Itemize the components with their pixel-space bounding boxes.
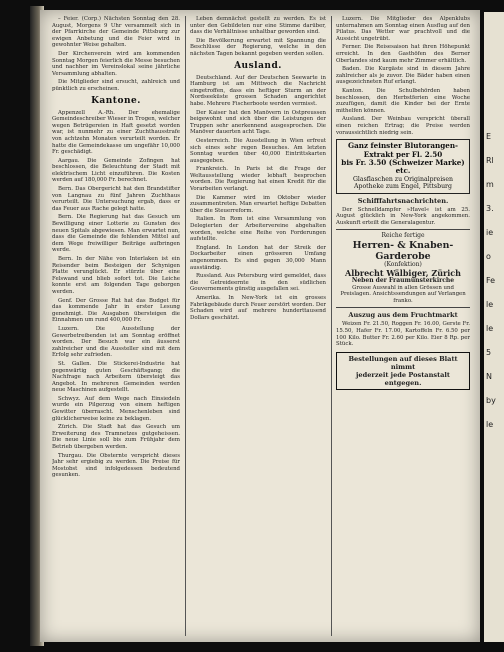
edge-text-fragment: o bbox=[486, 252, 491, 261]
section-heading-ausland: Ausland. bbox=[234, 60, 282, 71]
edge-text-fragment: E bbox=[486, 132, 492, 141]
paragraph: Ferner. Die Reisesaison hat ihren Höhepunkt erreicht. In den Gasthöfen des Berner Oberlandes sind kaum mehr Zimmer erhältlich. bbox=[336, 44, 470, 64]
paragraph: Oesterreich. Die Ausstellung in Wien erfreut sich eines sehr regen Besuches. Am letzten Sonntag wurden über 40,000 Eintrittskarten ausgegeben. bbox=[190, 137, 326, 164]
subscription-notice-box bbox=[336, 352, 470, 390]
notice-text: Apotheke zum Engel, Pittsburg bbox=[354, 183, 452, 191]
paragraph: Kanton. Die Schulbehörden haben beschlossen, den Herbstferien eine Woche zuzufügen, damit die Kinder bei der Ernte mithelfen können. bbox=[336, 87, 470, 114]
paragraph: Leben demnächst gestellt zu werden. Es ist unter den Gebildeten nur eine Stimme darüber, dass die Verhältnisse unhaltbar geworden sind. bbox=[190, 16, 326, 36]
adjacent-page-edge bbox=[484, 12, 504, 642]
notice-text: Glasflaschen zu Originalpreisen bbox=[352, 175, 454, 183]
edge-text-fragment: le bbox=[486, 420, 494, 429]
edge-text-fragment: Rl bbox=[486, 156, 494, 165]
column-rule bbox=[185, 16, 186, 636]
edge-text-fragment: 5 bbox=[486, 348, 492, 357]
ad-headline: Herren- & Knaben-Garderobe bbox=[352, 239, 454, 262]
ad-company-name: Albrecht Wälbiger, Zürich bbox=[345, 267, 461, 278]
trade-notice-title: Schifffahrtsnachrichten. bbox=[357, 196, 449, 205]
column-2 bbox=[190, 16, 326, 636]
paragraph: Der Kirchenverein wird am kommenden Sonntag Morgen feierlich die Messe besuchen und nachher im Vereinslokal seine jährliche Versammlung abhalten. bbox=[52, 50, 180, 77]
notice-headline: Ganz feinster Blutorangen-Extrakt per Fl. 2.50 bbox=[347, 141, 459, 159]
separator bbox=[336, 307, 470, 308]
paragraph: England. In London hat der Streik der Dockarbeiter einen grösseren Umfang angenommen. Es sind gegen 30,000 Mann ausständig. bbox=[190, 244, 326, 271]
ad-text: Grosse Auswahl in allen Grössen und Preislagen. Ansichtssendungen auf Verlangen franko. bbox=[340, 284, 466, 304]
edge-text-fragment: 3. bbox=[486, 204, 494, 213]
paragraph: St. Gallen. Die Stickerei-Industrie hat gegenwärtig guten Geschäftsgang; die Nachfrage nach Arbeitern übersteigt das Angebot. In mehreren Gemeinden werden neue Maschinen aufgestellt. bbox=[52, 360, 180, 394]
subscription-line: Bestellungen auf dieses Blatt nimmt bbox=[348, 354, 458, 371]
paragraph: Genf. Der Grosse Rat hat das Budget für das kommende Jahr in erster Lesung genehmigt. Die Ausgaben übersteigen die Einnahmen um rund 400,000 Fr. bbox=[52, 297, 180, 324]
paragraph: Schwyz. Auf dem Wege nach Einsiedeln wurde ein Pilgerzug von einem heftigen Gewitter überrascht. Menschenleben sind glücklicherweise keine zu beklagen. bbox=[52, 395, 180, 422]
section-heading-kantone: Kantone. bbox=[91, 95, 141, 106]
paragraph: Die Mitglieder sind ersucht, zahlreich und pünktlich zu erscheinen. bbox=[52, 79, 180, 92]
paragraph: Bern. Das Obergericht hat den Brandstifter von Langnau zu fünf Jahren Zuchthaus verurteilt. Die Untersuchung ergab, dass er das Feuer aus Rache gelegt hatte. bbox=[52, 186, 180, 212]
edge-text-fragment: le bbox=[486, 300, 494, 309]
notice-subline: bis Fr. 3.50 (Schweizer Marke) etc. bbox=[341, 157, 465, 176]
market-title: Auszug aus dem Fruchtmarkt bbox=[348, 311, 458, 320]
paragraph: Ausland. Der Weinbau verspricht überall einen reichen Ertrag; die Preise werden voraussichtlich niedrig sein. bbox=[336, 116, 470, 136]
paragraph: Aargau. Die Gemeinde Zofingen hat beschlossen, die Beleuchtung der Stadt mit elektrischem Licht einzuführen. Die Kosten werden auf 180,000 Fr. berechnet. bbox=[52, 157, 180, 184]
paragraph: Zürich. Die Stadt hat das Gesuch um Erweiterung des Tramnetzes gutgeheissen. Die neue Linie soll bis zum Frühjahr dem Betrieb übergeben werden. bbox=[52, 424, 180, 451]
paragraph: Luzern. Die Mitglieder des Alpenklubs unternahmen am Sonntag einen Ausflug auf den Pilatus. Das Wetter war prachtvoll und die Aussicht ungetrübt. bbox=[336, 16, 470, 42]
paragraph: Thurgau. Die Obsternte verspricht dieses Jahr sehr ergiebig zu werden. Die Preise für Mostobst sind infolgedessen bedeutend gesunken. bbox=[52, 452, 180, 479]
edge-text-fragment: m bbox=[486, 180, 494, 189]
subscription-line: jederzeit jede Postanstalt entgegen. bbox=[356, 370, 450, 387]
edge-text-fragment: N bbox=[486, 372, 492, 381]
paragraph: Bern. Die Regierung hat das Gesuch um Bewilligung einer Lotterie zu Gunsten des neuen Spitals abgewiesen. Man erwartet nun, dass die Gemeinde die fehlenden Mittel auf dem Wege freiwilliger Beiträge aufbringen werde. bbox=[52, 214, 180, 254]
edge-text-fragment: le bbox=[486, 324, 494, 333]
paragraph: Bern. In der Nähe von Interlaken ist ein Reisender beim Besteigen der Schynigen Platte verunglückt. Er stürzte über eine Felswand und blieb sofort tot. Die Leiche konnte erst am folgenden Tage geborgen werden. bbox=[52, 256, 180, 295]
paragraph: Russland. Aus Petersburg wird gemeldet, dass die Getreideernte in den südlichen Gouvernements günstig ausgefallen sei. bbox=[190, 273, 326, 293]
paragraph: Italien. In Rom ist eine Versammlung von Delegierten der Arbeitervereine abgehalten worden, welche eine Reihe von Forderungen aufstellte. bbox=[190, 216, 326, 243]
paragraph: Der Kaiser hat den Manövern in Ostpreussen beigewohnt und sich über die Leistungen der Truppen sehr anerkennend ausgesprochen. Die Manöver dauerten acht Tage. bbox=[190, 109, 326, 136]
ad-subline: (Konfektion) bbox=[384, 260, 422, 268]
paragraph: Die Kammer wird im Oktober wieder zusammentreten. Man erwartet heftige Debatten über die Steuerreform. bbox=[190, 194, 326, 214]
garderobe-advertisement bbox=[336, 233, 470, 304]
paragraph: Die Bevölkerung erwartet mit Spannung die Beschlüsse der Regierung, welche in den nächsten Tagen bekannt gegeben werden sollen. bbox=[190, 37, 326, 57]
edge-text-fragment: by bbox=[486, 396, 496, 405]
advertisement-notice-box bbox=[336, 139, 470, 193]
column-3 bbox=[336, 16, 470, 636]
paragraph: – Feier. (Corp.) Nächsten Sonntag den 28. August, Morgens 9 Uhr versammelt sich in der Pfarrkirche der Gemeinde Pittsburg zur ewigen Anbetung und die Feier wird in gewohnter Weise gehalten. bbox=[52, 16, 180, 49]
ad-address: Neben der Fraumünsterkirche bbox=[351, 277, 455, 285]
edge-text-fragment: Fe bbox=[486, 276, 496, 285]
newspaper-page bbox=[40, 10, 480, 642]
ad-intro: Reiche fertige bbox=[381, 232, 425, 240]
trade-notice-text: Der Schnelldampfer »Havel« ist am 25. August glücklich in New-York angekommen. Auskunft erteilt die Generalagentur. bbox=[336, 206, 470, 226]
column-rule bbox=[331, 16, 332, 636]
paragraph: Luzern. Die Ausstellung der Gewerbetreibenden ist am Sonntag eröffnet worden. Der Besuch war ein äusserst zahlreicher und die Aussteller sind mit dem Erfolg sehr zufrieden. bbox=[52, 325, 180, 359]
paragraph: Appenzell A.-Rh. Der ehemalige Gemeindeschreiber Wieser in Trogen, welcher wegen Betrügereien in Haft gesetzt worden war, ist nunmehr zu einer Zuchthausstrafe von achtzehn Monaten verurteilt worden. Er hatte die Gemeindekasse um ungefähr 10,000 Fr. geschädigt. bbox=[52, 109, 180, 156]
column-1 bbox=[52, 16, 180, 636]
edge-text-fragment: ie bbox=[486, 228, 494, 237]
paragraph: Amerika. In New-York ist ein grosses Fabrikgebäude durch Feuer zerstört worden. Der Schaden wird auf mehrere hunderttausend Dollars geschätzt. bbox=[190, 294, 326, 321]
paragraph: Deutschland. Auf der Deutschen Seewarte in Hamburg ist am Mittwoch die Nachricht eingetroffen, dass ein heftiger Sturm an der Nordseeküste grossen Schaden angerichtet habe. Mehrere Fischerboote werden vermisst. bbox=[190, 74, 326, 107]
separator bbox=[336, 229, 470, 230]
paragraph: Frankreich. In Paris ist die Frage der Weltausstellung wieder lebhaft besprochen worden. Die Regierung hat einen Kredit für die Vorarbeiten verlangt. bbox=[190, 166, 326, 193]
paragraph: Baden. Die Kurgäste sind in diesem Jahre zahlreicher als je zuvor. Die Bäder haben einen ausgezeichneten Ruf erlangt. bbox=[336, 66, 470, 86]
market-text: Weizen Fr. 21.50, Roggen Fr. 16.00, Gerste Fr. 15.50, Hafer Fr. 17.00, Kartoffeln Fr. 6.50 per 100 Kilo. Butter Fr. 2.60 per Kilo. Eier 8 Rp. per Stück. bbox=[336, 321, 470, 348]
